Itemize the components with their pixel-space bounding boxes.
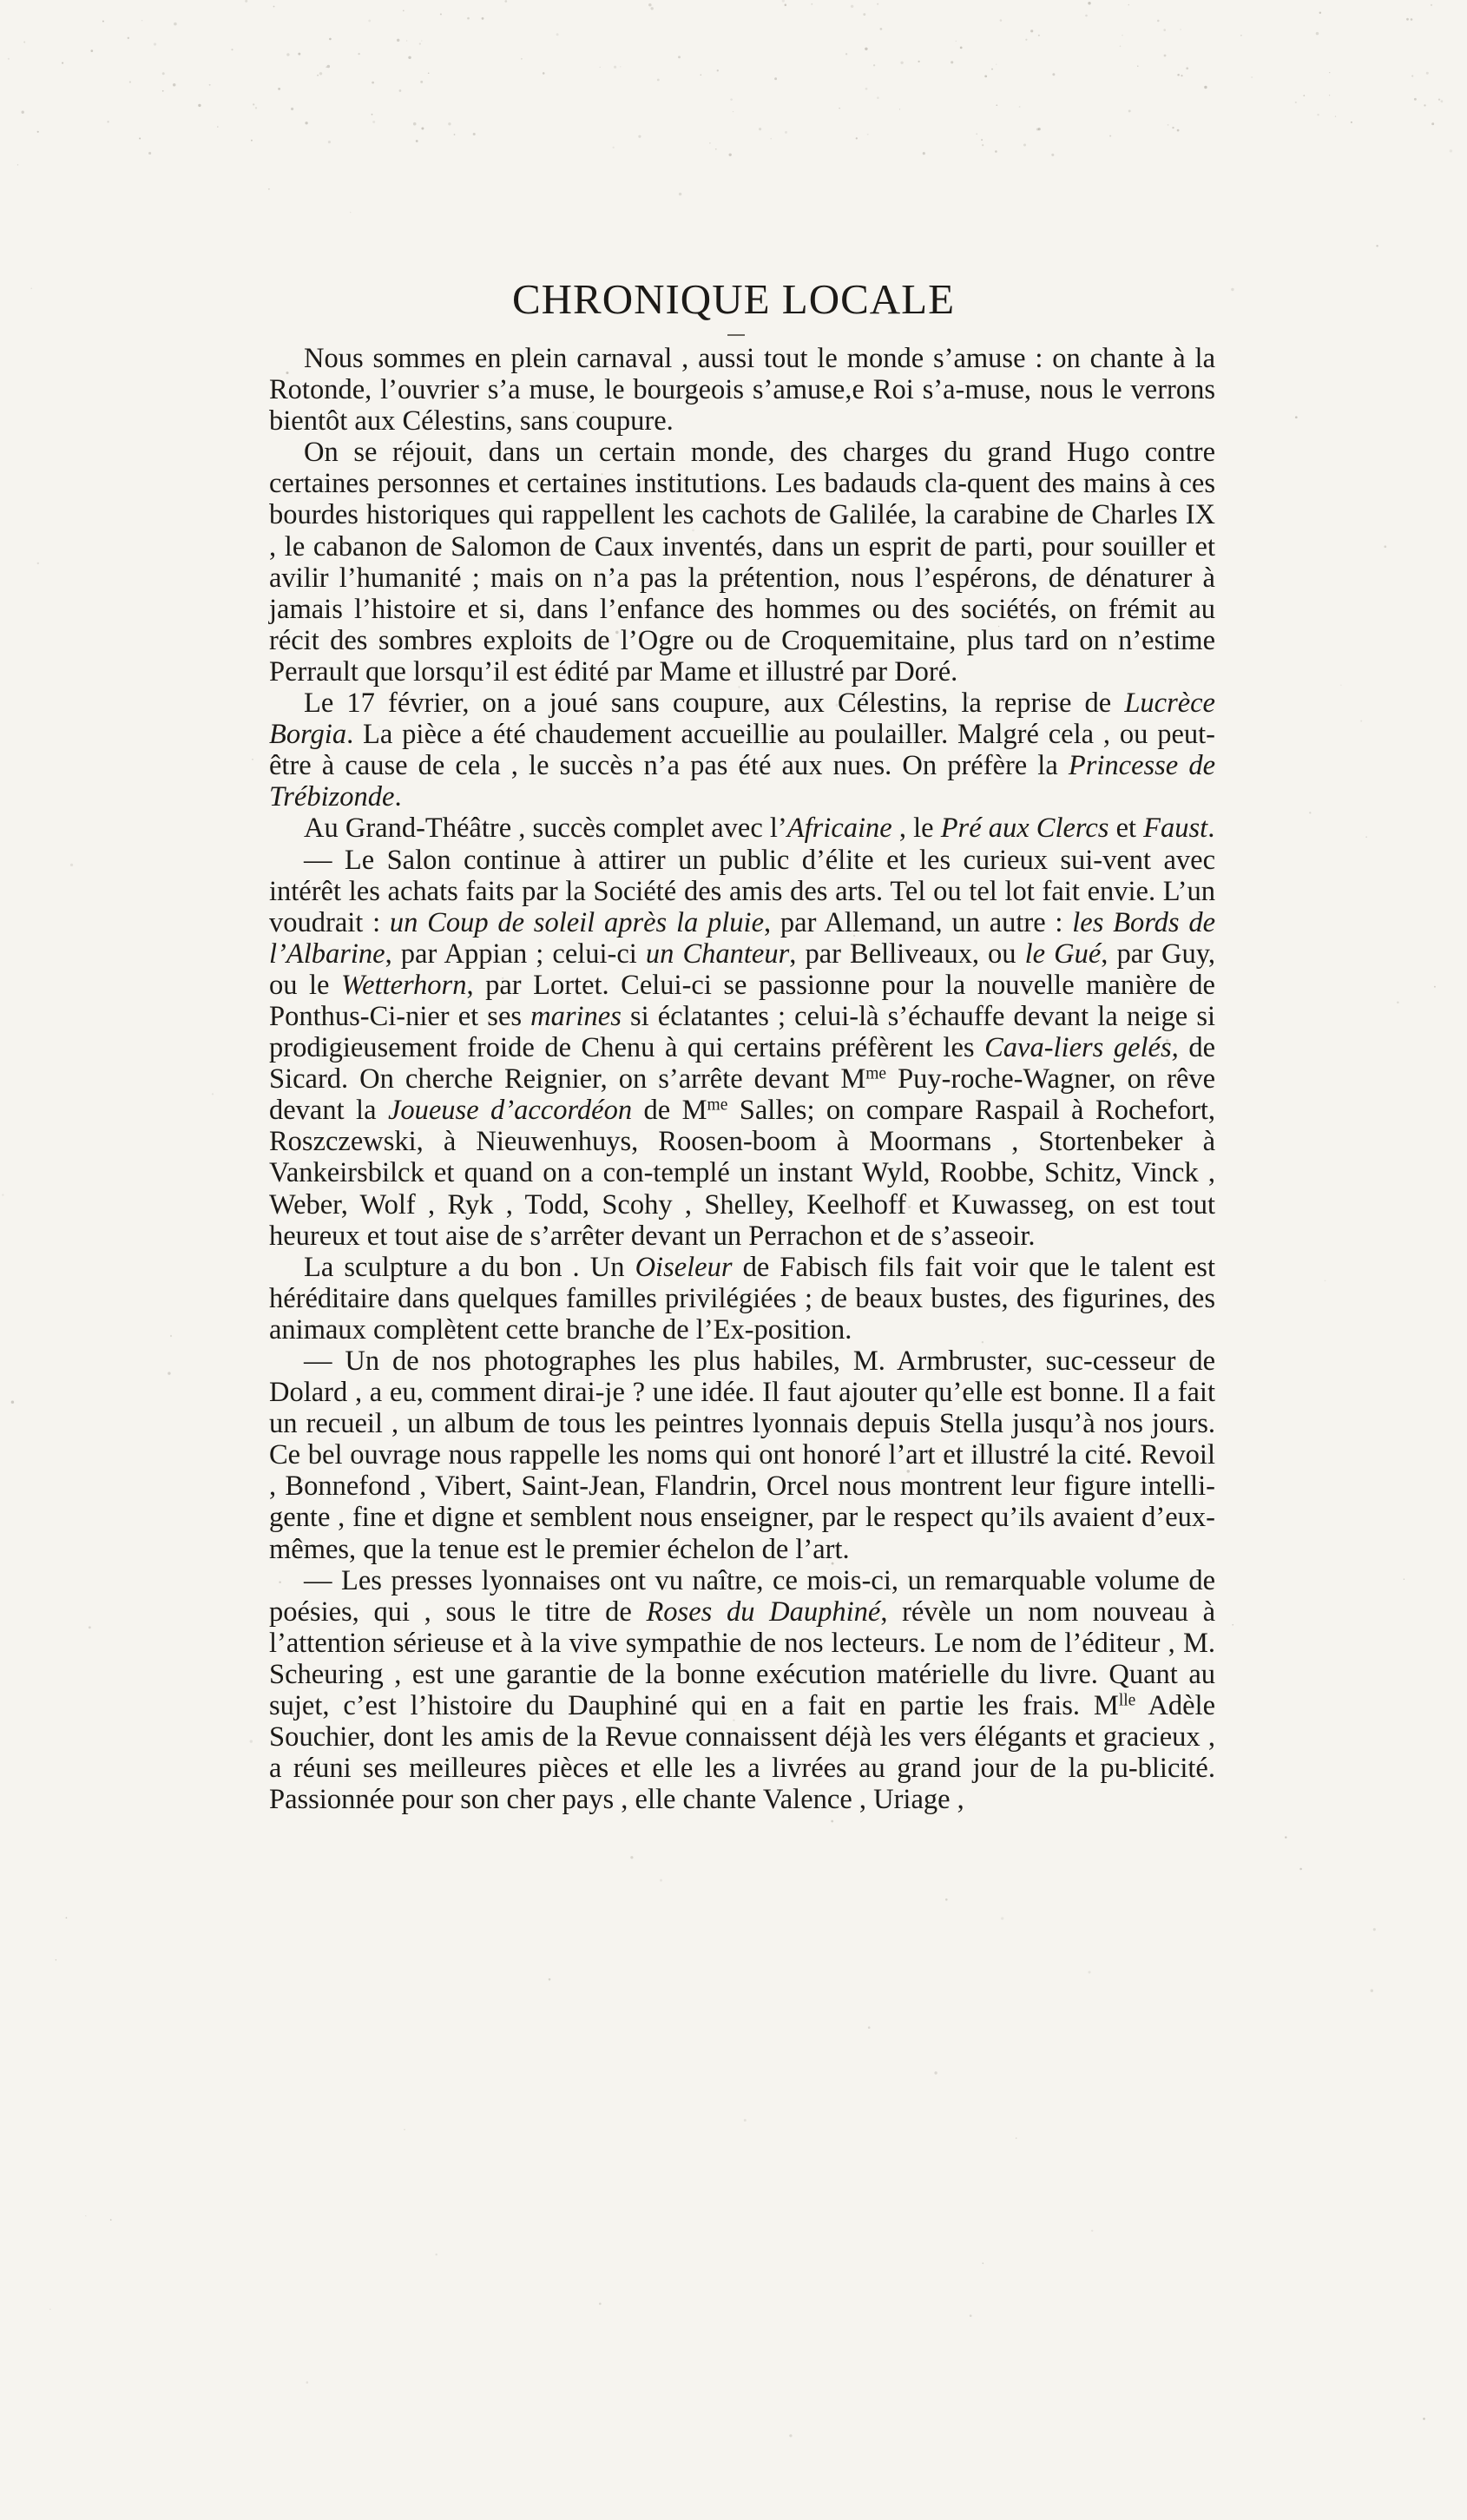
paper-speckle [1177,74,1180,76]
paper-speckle [1231,288,1233,291]
paper-speckle [556,33,559,36]
artwork-title: les Bords de l’Albarine [269,906,1215,970]
paper-speckle [440,13,442,15]
paper-speckle [1023,143,1026,146]
text-run: de Sicard. On cherche Reignier, on s’arrête devant M [269,1032,1215,1096]
paper-speckle [679,193,681,195]
paragraph-text: Nous sommes en plein carnaval , aussi tout le monde s’amuse : on chante à la Rotonde, l’ouvrier s’a muse, le bourgeois s’amuse,e Roi s’a-muse, nous le verrons bientôt aux Célestins, sans coupure. [269,343,1215,438]
paper-speckle [982,2262,983,2264]
paper-speckle [865,48,867,50]
paper-speckle [85,2215,86,2216]
paper-speckle [1251,76,1253,78]
paper-speckle [811,3,812,5]
title-pre-aux-clercs: Pré aux Clercs [940,813,1109,845]
paper-speckle [22,111,24,114]
paper-speckle [981,139,983,141]
artwork-title: Wetterhorn [341,969,467,1001]
text-run: — Les presses lyonnaises ont vu naître, ce mois-ci, un remarquable volume de poésies, qui , sous le titre de [269,1564,1215,1628]
paper-speckle [1424,104,1425,106]
text-run: de M [632,1095,707,1127]
paper-speckle [982,144,983,146]
paper-speckle [1441,100,1444,102]
paper-speckle [413,122,417,126]
paper-speckle [945,1898,948,1901]
paper-speckle [419,43,421,44]
artwork-title: marines [530,1000,622,1032]
paper-speckle [1052,73,1055,76]
paper-speckle [70,864,73,866]
paper-speckle [162,90,164,92]
paper-speckle [1088,1971,1090,1973]
paper-speckle [139,137,141,139]
paper-speckle [245,0,247,3]
paragraph-salon [269,845,1215,1252]
paper-speckle [1157,20,1160,23]
paper-speckle [918,61,919,63]
paper-speckle [1120,45,1122,47]
title-abbreviation: me [865,1064,887,1083]
paper-speckle [278,88,280,90]
title-abbreviation: lle [1118,1691,1136,1710]
paper-speckle [863,13,865,16]
paper-speckle [717,69,719,71]
paper-speckle [372,121,375,123]
paper-speckle [678,56,681,58]
paper-speckle [291,108,293,110]
paper-speckle [403,10,405,12]
paper-speckle [845,53,847,55]
paper-speckle [253,103,254,105]
title-faust: Faust [1143,813,1208,845]
paper-speckle [416,140,418,142]
paper-speckle [1319,11,1321,13]
paper-speckle [1316,32,1319,36]
paper-speckle [789,2434,792,2437]
paper-speckle [89,1626,91,1628]
paper-speckle [1317,114,1319,115]
paper-speckle [1168,124,1169,126]
paper-speckle [268,188,270,190]
paper-speckle [1309,812,1311,813]
paper-speckle [1365,837,1366,838]
paper-speckle [923,152,925,155]
paper-speckle [995,150,997,153]
paper-speckle [1423,2418,1425,2420]
paper-speckle [1232,1624,1233,1626]
paper-speckle [372,114,373,115]
paper-speckle [613,147,615,148]
paper-speckle [614,66,616,69]
paper-speckle [168,1372,170,1374]
paper-speckle [1036,128,1039,131]
paper-speckle [1186,67,1188,69]
paper-speckle [1181,75,1182,76]
paper-speckle [831,1820,833,1823]
text-run: Le 17 février, on a joué sans coupure, aux Célestins, la reprise de [304,688,1125,720]
title-abbreviation: me [707,1096,728,1115]
paragraph-presses [269,1565,1215,1816]
paper-speckle [1085,15,1088,17]
text-run: , par Lortet. Celui-ci se passionne pour la nouvelle manière de Ponthus-Ci-nier et ses [269,969,1215,1032]
paper-speckle [1303,95,1305,96]
page-title: CHRONIQUE LOCALE [511,275,956,323]
paper-speckle [174,23,177,26]
paper-speckle [62,63,63,64]
paper-speckle [1172,127,1174,128]
paper-speckle [1373,1928,1376,1931]
paper-speckle [709,142,710,143]
paper-speckle [404,2129,405,2130]
paper-speckle [1411,18,1413,21]
text-run: , par Guy, ou le [269,938,1215,1001]
paper-speckle [1434,986,1436,988]
paper-speckle [217,126,218,127]
paper-speckle [599,2303,602,2306]
paragraph-text: — Un de nos photographes les plus habiles, M. Armbruster, suc-cesseur de Dolard , a eu, comment dirai-je ? une idée. Il faut ajouter qu’elle est bonne. Il a fait un recueil , un album de tous les peintres lyonnais depuis Stella jusqu’à nos jours. Ce bel ouvrage nous rappelle les noms qui ont honoré l’art et illustré la cité. Revoil , Bonnefond , Vibert, Saint-Jean, Flandrin, Orcel nous montrent leur figure intelli-gente , fine et digne et semblent nous enseigner, par le respect qu’ils avaient d’eux-mêmes, que la tenue est le premier échelon de l’art. [269,1346,1215,1565]
paper-speckle [1384,545,1386,548]
paper-speckle [873,64,875,66]
paper-speckle [1335,115,1336,116]
paper-speckle [231,49,233,50]
paper-speckle [1025,39,1027,41]
paper-speckle [543,72,545,75]
paper-speckle [66,1917,68,1918]
text-run: , par Appian ; celui-ci [385,938,646,970]
paper-speckle [306,2381,309,2384]
text-run: , révèle un nom nouveau à l’attention sérieuse et à la vive sympathie de nos lecteurs. Le nom de l’éditeur , M. Scheuring , est une garantie de la bonne exécution matérielle du livre. Quant au sujet, c’est l’histoire du Dauphiné qui en a fait en partie les frais. M [269,1596,1216,1722]
paper-speckle [856,137,858,139]
paper-speckle [657,79,660,82]
title-princesse-de-trebizonde: Princesse de Trébizonde [269,750,1216,813]
paper-speckle [1426,72,1429,75]
text-run: . La pièce a été chaudement accueillie au poulailler. Malgré cela , ou peut-être à cause de cela , le succès n’a pas été aux nues. On préfère la [269,719,1215,782]
paragraph-carnaval [269,343,1215,437]
paper-speckle [976,133,977,135]
paper-speckle [328,141,331,143]
paper-speckle [250,1740,253,1742]
paper-speckle [960,47,963,49]
paper-speckle [951,61,953,63]
paper-speckle [1122,35,1123,36]
paper-speckle [372,82,374,84]
paper-speckle [1329,72,1330,73]
paper-speckle [1397,1002,1399,1004]
paper-speckle [448,122,451,125]
paper-speckle [317,75,319,76]
text-run: Puy-roche-Wagner, on rêve devant la [269,1063,1216,1127]
text-run: , par Allemand, un autre : [764,906,1073,938]
text-run: Au Grand-Théâtre , succès complet avec l’ [304,813,787,845]
title-africaine: Africaine [786,813,892,845]
paper-speckle [11,1401,14,1404]
paper-speckle [421,128,424,130]
text-run: de Fabisch fils fait voir que le talent est héréditaire dans quelques familles privilégiées ; de beaux bustes, des figurines, des animaux complètent cette branche de l’Ex-position. [269,1251,1215,1346]
paper-speckle [1414,98,1417,101]
paper-speckle [298,53,300,56]
paper-speckle [406,40,407,41]
paper-speckle [56,1959,57,1961]
paper-speckle [273,6,275,8]
paper-speckle [1411,76,1413,77]
paper-speckle [482,17,484,20]
paper-speckle [473,133,476,135]
paper-speckle [1404,1579,1405,1580]
text-run: Adèle Souchier, dont les amis de la Revue connaissent déjà les vers élégants et gracieux , a réuni ses meilleures pièces et elle les a livrées au grand jour de la pu-blicité. Passionnée pour son cher pays , elle chante Valence , Uriage , [269,1690,1215,1816]
paper-speckle [102,21,104,23]
paper-speckle [867,134,869,135]
paper-speckle [428,72,430,74]
paper-speckle [1431,122,1434,125]
text-run: si éclatantes ; celui-là s’échauffe devant la neige si prodigieusement froide de Chenu à qui certains préfèrent les [269,1000,1215,1064]
paper-speckle [399,89,402,92]
paper-speckle [1051,154,1054,156]
paper-speckle [782,0,785,3]
paper-speckle [2,1194,3,1195]
paper-speckle [148,152,151,155]
text-run: . [1207,813,1215,845]
paper-speckle [970,2314,972,2317]
paper-speckle [877,3,878,5]
paper-speckle [549,1978,551,1981]
article-column [269,343,1215,1815]
text-run: , par Belliveaux, ou [789,938,1025,970]
paper-speckle [1240,35,1242,36]
paragraph-hugo [269,437,1215,688]
artwork-title: le Gué [1024,938,1102,970]
paper-speckle [868,2026,871,2029]
paper-speckle [467,17,470,20]
paper-speckle [37,563,39,564]
paper-speckle [1431,4,1432,6]
paper-speckle [128,37,129,39]
paragraph-sculpture [269,1252,1215,1346]
paper-speckle [90,49,93,52]
paper-speckle [212,1093,214,1095]
paper-speckle [420,81,423,83]
artwork-title: un Coup de soleil après la pluie [389,906,765,938]
text-run: et [1108,813,1144,845]
paper-speckle [110,2219,112,2221]
artwork-title: Cava-liers gelés, [984,1032,1179,1064]
paper-speckle [173,83,176,87]
paper-speckle [701,74,702,76]
paper-speckle [350,212,351,213]
paper-speckle [37,131,39,133]
paper-speckle [1351,122,1352,123]
paper-speckle [1000,19,1003,22]
paper-speckle [162,72,165,75]
artwork-title: un Chanteur [645,938,790,970]
paper-speckle [1088,2,1090,4]
paper-speckle [170,1335,172,1337]
paper-speckle [209,84,211,86]
paper-speckle [408,56,411,59]
paper-speckle [1450,149,1452,152]
paper-speckle [1137,66,1138,67]
paper-speckle [991,69,993,70]
paper-speckle [630,1856,633,1859]
paper-speckle [715,148,717,150]
paper-speckle [1406,18,1409,21]
paper-speckle [1299,1868,1302,1871]
paper-speckle [1285,1836,1286,1838]
paper-speckle [397,39,399,42]
paper-speckle [329,38,332,41]
text-run: . [394,781,402,813]
paper-speckle [1177,129,1180,132]
paper-speckle [956,41,957,43]
paper-speckle [49,2309,50,2310]
paper-speckle [660,1879,662,1882]
paper-speckle [759,128,761,130]
paper-speckle [851,5,853,8]
paper-speckle [1164,55,1167,57]
paper-speckle [504,0,507,3]
paper-speckle [327,65,331,69]
paper-speckle [107,121,109,122]
paper-speckle [1038,128,1041,130]
paper-speckle [305,122,307,124]
paper-speckle [774,77,777,80]
paper-speckle [30,287,32,289]
paper-speckle [251,140,253,141]
paper-speckle [865,88,868,90]
paper-speckle [1163,29,1166,31]
paper-speckle [730,98,733,101]
paragraph-celestins [269,688,1215,813]
paper-speckle [996,63,997,64]
paper-speckle [1030,30,1033,32]
paper-speckle [1376,245,1378,247]
artwork-title: Joueuse d’accordéon [387,1095,633,1127]
paper-speckle [17,164,18,165]
paper-speckle [1360,720,1362,722]
paper-speckle [1128,109,1131,112]
paragraph-grand-theatre [269,813,1215,844]
title-lucrece-borgia: Lucrèce Borgia [269,688,1215,751]
paper-speckle [996,104,997,106]
paper-speckle [934,2071,937,2074]
paper-speckle [1438,98,1440,100]
paper-speckle [877,96,879,99]
text-run: — Le Salon continue à attirer un public d’élite et les curieux sui-vent avec intérêt les achats faits par la Société des amis des arts. Tel ou tel lot fait envie. L’un voudrait : [269,844,1215,938]
paper-speckle [1091,2230,1093,2232]
artwork-title: Oiseleur [635,1251,733,1283]
paper-speckle [319,72,322,75]
paper-speckle [900,62,903,64]
title-rule [727,334,745,336]
paper-speckle [733,111,734,112]
text-run: La sculpture a du bon . Un [304,1251,635,1283]
paper-speckle [286,53,289,56]
paper-speckle [729,154,732,156]
paper-speckle [770,138,772,140]
paper-speckle [421,40,422,41]
paper-speckle [984,76,987,78]
paper-speckle [1128,4,1130,6]
paper-speckle [1001,1917,1003,1919]
paper-speckle [358,53,359,55]
text-run: Salles; on compare Raspail à Rochefort, Roszczewski, à Nieuwenhuys, Roosen-boom à Moormans , Stortenbeker à Vankeirsbilck et quand on a con-templé un instant Wyld, Roobbe, Schitz, Vinck , Weber, Wolf , Ryk , Todd, Scohy , Shelley, Keelhoff et Kuwasseg, on est tout heureux et tout aise de s’arrêter devant un Perrachon et de s’asseoir. [269,1095,1215,1252]
paper-speckle [1109,135,1111,137]
paper-speckle [141,20,143,22]
paper-speckle [650,7,653,10]
paper-speckle [1295,102,1297,103]
paper-speckle [198,104,201,107]
paper-speckle [255,107,257,109]
paper-speckle [744,2119,747,2122]
book-title: Roses du Dauphiné [646,1596,881,1628]
paper-speckle [1019,106,1021,108]
paper-speckle [436,2254,437,2255]
paper-speckle [154,43,156,45]
paper-speckle [785,3,787,6]
paper-speckle [129,81,131,82]
paper-speckle [1325,1280,1326,1282]
paper-speckle [326,66,327,68]
text-run: , le [891,813,941,845]
paper-speckle [1371,1990,1373,1992]
paper-speckle [880,28,883,30]
paper-speckle [648,3,652,7]
paper-speckle [620,66,621,67]
paper-speckle [785,131,787,134]
paragraph-armbruster [269,1346,1215,1565]
paper-speckle [638,135,641,138]
paper-speckle [1038,35,1040,36]
paragraph-text: On se réjouit, dans un certain monde, des charges du grand Hugo contre certaines personnes et certaines institutions. Les badauds cla-quent des mains à ces bourdes historiques qui rappellent les cachots de Galilée, la carabine de Charles IX , le cabanon de Salomon de Caux inventés, dans un esprit de parti, pour souiller et avilir l’humanité ; mais on n’a pas la prétention, nous l’espérons, de dénaturer à jamais l’histoire et si, dans l’enfance des hommes ou des sociétés, on frémit au récit des sombres exploits de l’Ogre ou de Croquemitaine, plus tard on n’estime Perrault que lorsqu’il est édité par Mame et illustré par Doré. [269,437,1215,688]
paper-speckle [1295,416,1298,418]
paper-speckle [521,58,523,60]
paper-speckle [8,58,10,60]
paper-speckle [600,67,601,68]
paper-speckle [368,20,371,23]
paper-speckle [454,134,456,135]
paper-speckle [1180,29,1181,30]
paper-speckle [1340,685,1341,686]
paper-speckle [1204,86,1207,89]
paper-speckle [23,42,25,43]
paper-speckle [252,759,253,760]
